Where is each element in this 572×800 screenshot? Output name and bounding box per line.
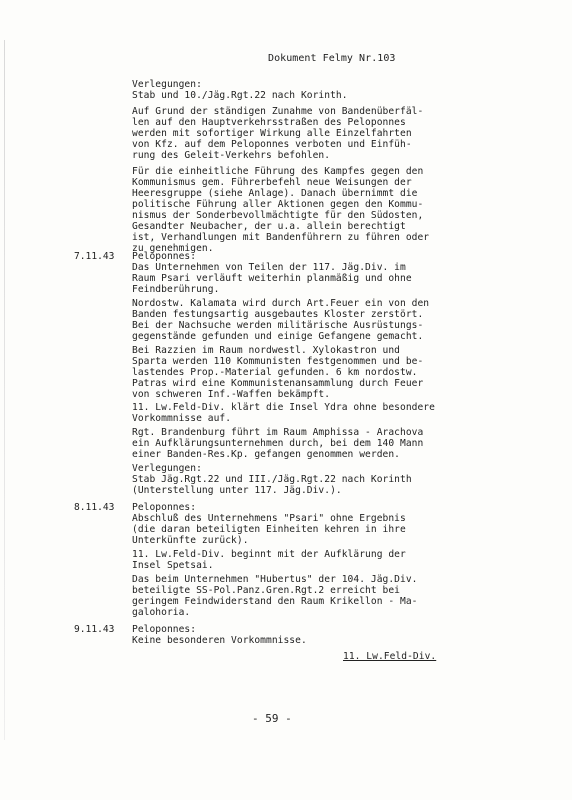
body-line: 11. Lw.Feld-Div. klärt die Insel Ydra ohne besondere bbox=[132, 402, 435, 413]
body-line: (die daran beteiligten Einheiten kehren in ihre bbox=[132, 524, 406, 535]
body-line: beteiligte SS-Pol.Panz.Gren.Rgt.2 erreicht bei bbox=[132, 585, 400, 596]
body-line: gegenstände gefunden und einige Gefangene gemacht. bbox=[132, 331, 424, 342]
body-line: Rgt. Brandenburg führt im Raum Amphissa - Arachova bbox=[132, 427, 424, 438]
body-line: Für die einheitliche Führung des Kampfes gegen den bbox=[132, 166, 424, 177]
body-line: Das beim Unternehmen "Hubertus" der 104. Jäg.Div. bbox=[132, 574, 418, 585]
body-line: Peloponnes: bbox=[132, 502, 197, 513]
body-line: von schweren Inf.-Waffen bekämpft. bbox=[132, 389, 331, 400]
body-line: geringem Feindwiderstand den Raum Krikellon - Ma- bbox=[132, 596, 418, 607]
body-line: werden mit sofortiger Wirkung alle Einzelfahrten bbox=[132, 128, 412, 139]
body-line: lastendes Prop.-Material gefunden. 6 km nordostw. bbox=[132, 367, 418, 378]
page-number: - 59 - bbox=[252, 712, 292, 725]
body-line: galohoria. bbox=[132, 607, 191, 618]
body-line: Auf Grund der ständigen Zunahme von Bandenüberfäl- bbox=[132, 106, 424, 117]
body-line: Feindberührung. bbox=[132, 284, 220, 295]
body-line: Bei der Nachsuche werden militärische Ausrüstungs- bbox=[132, 320, 424, 331]
entry-date: 7.11.43 bbox=[74, 251, 115, 262]
body-line: (Unterstellung unter 117. Jäg.Div.). bbox=[132, 485, 342, 496]
body-line: Vorkommnisse auf. bbox=[132, 413, 232, 424]
body-line: ein Aufklärungsunternehmen durch, bei dem 140 Mann bbox=[132, 438, 424, 449]
body-line: Banden festungsartig ausgebautes Kloster zerstört. bbox=[132, 309, 424, 320]
body-line: Verlegungen: bbox=[132, 463, 202, 474]
body-line: Sparta werden 110 Kommunisten festgenommen und be- bbox=[132, 356, 424, 367]
body-line: Abschluß des Unternehmens "Psari" ohne Ergebnis bbox=[132, 513, 406, 524]
body-line: Stab Jäg.Rgt.22 und III./Jäg.Rgt.22 nach Korinth bbox=[132, 474, 412, 485]
body-line: Das Unternehmen von Teilen der 117. Jäg.Div. im bbox=[132, 262, 406, 273]
body-line: Raum Psari verläuft weiterhin planmäßig und ohne bbox=[132, 273, 412, 284]
body-line: politische Führung aller Aktionen gegen den Kommu- bbox=[132, 199, 424, 210]
body-line: Insel Spetsai. bbox=[132, 560, 214, 571]
body-line: Nordostw. Kalamata wird durch Art.Feuer ein von den bbox=[132, 298, 430, 309]
body-line: rung des Geleit-Verkehrs befohlen. bbox=[132, 150, 331, 161]
body-line: Stab und 10./Jäg.Rgt.22 nach Korinth. bbox=[132, 90, 348, 101]
body-line: Heeresgruppe (siehe Anlage). Danach übernimmt die bbox=[132, 188, 418, 199]
body-line: ist, Verhandlungen mit Bandenführern zu führen oder bbox=[132, 232, 430, 243]
body-line: Patras wird eine Kommunistenansammlung durch Feuer bbox=[132, 378, 424, 389]
body-line: Bei Razzien im Raum nordwestl. Xylokastron und bbox=[132, 345, 400, 356]
body-line: nismus der Sonderbevollmächtigte für den Südosten, bbox=[132, 210, 424, 221]
entry-date: 9.11.43 bbox=[74, 624, 115, 635]
body-line: len auf den Hauptverkehrsstraßen des Peloponnes bbox=[132, 117, 406, 128]
body-line: Verlegungen: bbox=[132, 79, 202, 90]
body-line: Peloponnes: bbox=[132, 624, 197, 635]
body-line: Keine besonderen Vorkommnisse. bbox=[132, 635, 307, 646]
body-line: 11. Lw.Feld-Div. beginnt mit der Aufklärung der bbox=[132, 549, 406, 560]
body-line: Gesandter Neubacher, der u.a. allein berechtigt bbox=[132, 221, 406, 232]
signature: 11. Lw.Feld-Div. bbox=[343, 651, 437, 662]
body-line: Kommunismus gem. Führerbefehl neue Weisungen der bbox=[132, 177, 412, 188]
body-line: einer Banden-Res.Kp. gefangen genommen werden. bbox=[132, 449, 400, 460]
body-line: Peloponnes: bbox=[132, 251, 197, 262]
body-line: von Kfz. auf dem Peloponnes verboten und Einfüh- bbox=[132, 139, 412, 150]
body-line: zu genehmigen. bbox=[132, 243, 214, 254]
document-header: Dokument Felmy Nr.103 bbox=[268, 53, 396, 64]
body-line: Unterkünfte zurück). bbox=[132, 535, 249, 546]
entry-date: 8.11.43 bbox=[74, 502, 115, 513]
